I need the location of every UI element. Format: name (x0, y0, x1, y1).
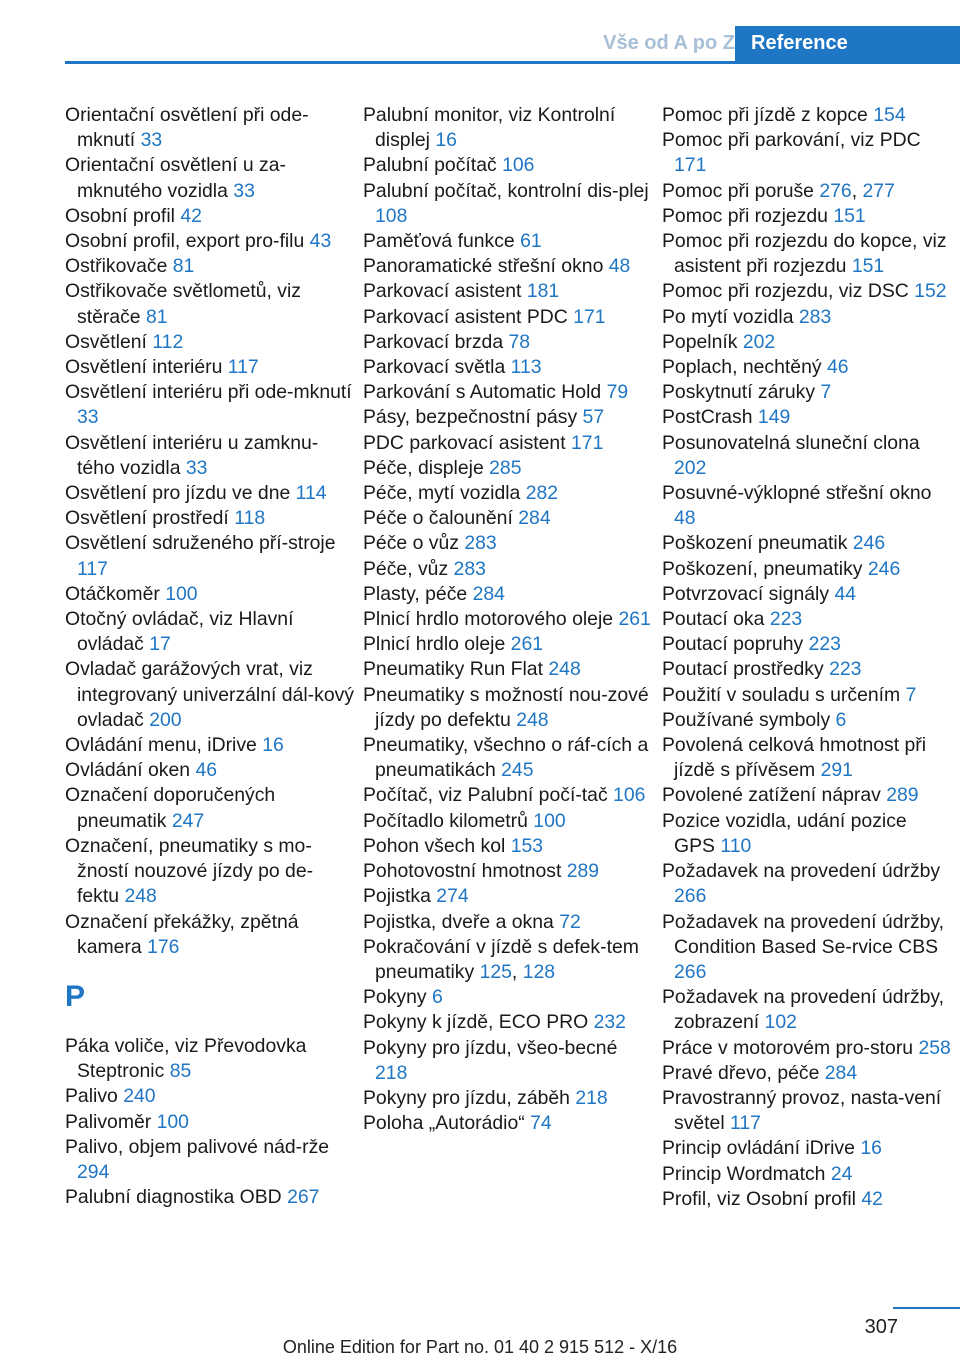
index-entry-text: Pomoc při jízdě z kopce (662, 104, 868, 126)
index-entry (662, 531, 952, 556)
index-entry-text: Poutací oka (662, 608, 765, 631)
index-entry-text: Poloha „Autorádio“ (363, 1112, 525, 1135)
index-entry-text: Péče, displeje (363, 456, 484, 479)
index-entry (65, 1135, 355, 1185)
index-entry (65, 330, 355, 355)
index-entry (363, 179, 653, 229)
index-entry (662, 708, 952, 733)
index-entry-text: Parkovací asistent PDC (363, 305, 568, 328)
page-link[interactable]: 284 (472, 582, 505, 605)
index-entry-text: Požadavek na provedení údržby, Condition Based Se-rvice CBS (662, 910, 945, 958)
page-link[interactable]: 110 (720, 834, 752, 857)
index-entry (662, 985, 952, 1035)
page-link[interactable]: 171 (674, 154, 707, 177)
page-link[interactable]: 246 (852, 532, 886, 555)
index-entry-text: Plasty, péče (363, 582, 468, 605)
page-link[interactable]: 72 (559, 910, 581, 933)
index-entry: Pokračování v jízdě s defek-tem pneumatiky 125, 128 (363, 935, 639, 983)
page-link[interactable]: 106 (613, 784, 646, 807)
index-entry (662, 607, 952, 632)
index-entry (662, 910, 952, 986)
index-entry-text: Požadavek na provedení údržby, zobrazení (662, 986, 945, 1034)
index-entry-text: Poškození pneumatik (662, 532, 848, 555)
index-entry-text: Palubní diagnostika OBD (65, 1186, 282, 1209)
index-entry (363, 557, 653, 582)
index-entry-text: Profil, viz Osobní profil (662, 1187, 856, 1210)
index-entry-text: Pravé dřevo, péče (662, 1061, 820, 1084)
index-entry-text: Požadavek na provedení údržby (662, 860, 941, 883)
index-entry (363, 330, 653, 355)
index-entry-text: Ovládání menu, iDrive (65, 734, 257, 757)
page-link[interactable]: 283 (798, 305, 832, 328)
index-entry (65, 733, 355, 758)
index-entry (65, 531, 355, 581)
index-entry-text: Ovládání oken (65, 759, 191, 782)
page-link[interactable]: 46 (195, 759, 218, 782)
edition-note: Online Edition for Part no. 01 40 2 915 512 - X/16 (282, 1337, 678, 1357)
page-link[interactable]: 125 (479, 960, 512, 983)
footer-rule (893, 1307, 960, 1309)
page-link[interactable]: 223 (769, 608, 803, 631)
page-link[interactable]: 16 (860, 1137, 882, 1160)
index-entry-text: Osvětlení prostředí (65, 507, 229, 530)
index-entry (65, 254, 355, 279)
index-entry (363, 859, 653, 884)
page-link[interactable]: 289 (566, 860, 600, 883)
page-link[interactable]: 16 (435, 129, 457, 152)
header-rule (65, 61, 960, 64)
index-entry-text: Péče o vůz (363, 532, 459, 555)
index-entry-text: Ovladač garážových vrat, viz integrovaný univerzální dál-kový ovladač (65, 658, 354, 731)
index-entry (363, 153, 653, 178)
index-entry (65, 279, 355, 329)
index-entry (363, 1036, 653, 1086)
index-entry (662, 1162, 952, 1187)
index-entry-text: Počítač, viz Palubní počí-tač (363, 784, 608, 807)
page-link[interactable]: 48 (608, 255, 631, 278)
index-entry-text: Poplach, nechtěný (662, 356, 822, 379)
index-entry-text: PDC parkovací asistent (363, 431, 566, 454)
index-entry-text: Osvětlení interiéru u zamknu-tého vozidla (65, 431, 319, 479)
index-entry (662, 557, 952, 582)
index-entry-text: Otočný ovládač, viz Hlavní ovládač (65, 608, 294, 656)
index-entry (65, 355, 355, 380)
page-link[interactable]: 149 (757, 406, 791, 429)
page-link[interactable]: 218 (375, 1061, 408, 1084)
index-entry-text: Pokračování v jízdě s defek-tem pneumatiky (363, 935, 639, 983)
index-entry-text: Pomoc při poruše (662, 179, 814, 202)
index-entry-text: Pokyny k jízdě, ECO PRO (363, 1011, 589, 1034)
page-link[interactable]: 6 (431, 986, 443, 1009)
index-entry (662, 657, 952, 682)
page-link[interactable]: 113 (510, 356, 542, 379)
page-link[interactable]: 284 (518, 507, 551, 530)
index-entry-text: Plnicí hrdlo oleje (363, 633, 506, 656)
index-entry (65, 506, 355, 531)
page-link[interactable]: 202 (674, 456, 707, 479)
index-entry (363, 380, 653, 405)
page-link[interactable]: 247 (171, 809, 205, 832)
index-entry-text: Počítadlo kilometrů (363, 809, 528, 832)
page-link[interactable]: 240 (123, 1085, 156, 1108)
col1-after-entries (65, 1034, 355, 1210)
index-entry (363, 809, 653, 834)
page-link[interactable]: 291 (820, 759, 853, 782)
index-entry-text: Pneumatiky s možností nou-zové jízdy po defektu (363, 683, 649, 731)
index-entry-text: Pojistka, dveře a okna (363, 910, 554, 933)
page-link[interactable]: 100 (156, 1110, 189, 1133)
index-entry: Pomoc při poruše 276, 277 (662, 179, 895, 202)
page-link[interactable]: 112 (152, 330, 184, 353)
index-entry (363, 783, 653, 808)
index-entry (65, 657, 355, 733)
index-entry (363, 1010, 653, 1035)
page-link[interactable]: 33 (140, 129, 163, 152)
page-link[interactable]: 200 (149, 708, 182, 731)
page-link[interactable]: 117 (730, 1112, 761, 1135)
index-entry-text: Poškození, pneumatiky (662, 557, 863, 580)
index-entry-text: Pneumatiky, všechno o ráf-cích a pneumatikách (363, 734, 649, 782)
page-link[interactable]: 6 (835, 708, 847, 731)
index-entry-text: Palubní počítač, kontrolní dis-plej (363, 179, 649, 202)
index-entry (662, 204, 952, 229)
index-entry (662, 431, 952, 481)
page-link[interactable]: 7 (905, 683, 917, 706)
page-link[interactable]: 7 (820, 381, 832, 404)
index-entry-text: Označení překážky, zpětná kamera (65, 910, 299, 958)
index-entry (662, 1061, 952, 1086)
index-entry (662, 229, 952, 279)
index-entry-text: Péče, mytí vozidla (363, 482, 521, 505)
page-link[interactable]: 202 (742, 330, 776, 353)
page-link[interactable]: 42 (861, 1187, 883, 1210)
index-entry-text: Označení doporučených pneumatik (65, 784, 276, 832)
index-entry (65, 103, 355, 153)
index-entry-text: Palivo, objem palivové nád-rže (65, 1135, 330, 1158)
index-entry-text: Po mytí vozidla (662, 305, 794, 328)
page-link[interactable]: 223 (829, 658, 862, 681)
index-entry (662, 481, 952, 531)
index-entry-text: Poutací prostředky (662, 658, 824, 681)
index-entry-text: Orientační osvětlení u za-mknutého vozidla (65, 154, 286, 202)
index-entry-text: Posuvné-výklopné střešní okno (662, 482, 932, 505)
page-link[interactable]: 33 (233, 179, 255, 202)
index-entry (363, 456, 653, 481)
index-entry (65, 431, 355, 481)
page-link[interactable]: 152 (914, 280, 947, 303)
page-link[interactable]: 248 (548, 658, 581, 681)
index-entry-text: Osvětlení sdruženého pří-stroje (65, 532, 336, 555)
index-entry (363, 1111, 653, 1136)
page-link[interactable]: 24 (830, 1162, 853, 1185)
page-link[interactable]: 284 (824, 1061, 858, 1084)
page-link[interactable]: 176 (147, 935, 180, 958)
index-entry-text: Povolená celková hmotnost při jízdě s přívěsem (662, 734, 927, 782)
index-entry (363, 657, 653, 682)
index-entry-text: Princip ovládání iDrive (662, 1137, 855, 1160)
page-link[interactable]: 102 (764, 1011, 797, 1034)
page-link[interactable]: 245 (501, 759, 534, 782)
page-link[interactable]: 48 (674, 507, 696, 530)
index-entry (662, 632, 952, 657)
index-entry (662, 1036, 952, 1061)
index-entry (363, 229, 653, 254)
index-entry (363, 355, 653, 380)
index-entry-text: Poskytnutí záruky (662, 381, 816, 404)
index-entry (363, 632, 653, 657)
index-entry-text: Práce v motorovém pro-storu (662, 1036, 914, 1059)
page-link[interactable]: 283 (464, 532, 497, 555)
page-link[interactable]: 285 (489, 456, 522, 479)
page-link[interactable]: 44 (834, 582, 857, 605)
page-link[interactable]: 267 (287, 1186, 320, 1209)
index-entry-text: Pojistka (363, 885, 431, 908)
index-entry (662, 859, 952, 909)
index-entry-text: Používané symboly (662, 708, 831, 731)
index-entry-text: Pravostranný provoz, nasta-vení světel (662, 1086, 942, 1135)
index-entry-text: Pomoc při parkování, viz PDC (662, 129, 921, 152)
index-column-2 (363, 103, 653, 1136)
page-link[interactable]: 261 (618, 608, 651, 631)
page-link[interactable]: 232 (593, 1011, 626, 1034)
index-entry (363, 506, 653, 531)
index-entry-text: Osvětlení interiéru (65, 356, 223, 379)
index-entry (363, 305, 653, 330)
index-entry-text: Osobní profil (65, 204, 175, 227)
page-link[interactable]: 74 (530, 1112, 552, 1135)
index-entry (363, 103, 653, 153)
index-entry (363, 733, 653, 783)
index-entry-text: Ostřikovače (65, 255, 168, 278)
index-entry-text: Panoramatické střešní okno (363, 255, 604, 278)
page-link[interactable]: 85 (169, 1060, 192, 1083)
page-link[interactable]: 17 (149, 633, 171, 656)
page-link[interactable]: 246 (867, 557, 901, 580)
index-entry-text: Paměťová funkce (363, 230, 515, 253)
page-link[interactable]: 266 (674, 960, 707, 983)
page-link[interactable]: 151 (851, 255, 885, 278)
page-link[interactable]: 154 (873, 104, 906, 126)
page-link[interactable]: 171 (573, 305, 606, 328)
page-link[interactable]: 171 (571, 431, 604, 454)
header-tab-reference: Reference (735, 26, 960, 61)
index-entry-text: Osobní profil, export pro-filu (65, 230, 305, 253)
index-entry-text: Palubní počítač (363, 154, 497, 177)
index-entry-text: Pokyny pro jízdu, záběh (363, 1086, 570, 1109)
index-entry (363, 405, 653, 430)
index-entry-text: Pneumatiky Run Flat (363, 658, 543, 681)
page-link[interactable]: 108 (375, 204, 408, 227)
page-link[interactable]: 117 (227, 356, 259, 379)
index-entry (662, 1086, 952, 1136)
index-entry-text: Pásy, bezpečnostní pásy (363, 406, 578, 429)
index-entry (662, 1136, 952, 1161)
index-entry-text: Páka voliče, viz Převodovka Steptronic (65, 1034, 307, 1083)
page-link[interactable]: 289 (886, 784, 919, 807)
page-link[interactable]: 294 (77, 1160, 110, 1183)
section-letter: P (65, 979, 86, 1013)
index-entry (662, 279, 952, 304)
index-entry (363, 582, 653, 607)
index-entry-text: Palubní monitor, viz Kontrolní displej (363, 104, 616, 152)
index-entry-text: Princip Wordmatch (662, 1162, 826, 1185)
page-link[interactable]: 258 (918, 1036, 951, 1059)
index-entry (363, 279, 653, 304)
index-column-3 (662, 103, 952, 1212)
index-entry-text: Použití v souladu s určením (662, 683, 901, 706)
index-entry-text: Pomoc při rozjezdu, viz DSC (662, 280, 909, 303)
page-link[interactable]: 151 (833, 204, 866, 227)
index-entry (65, 229, 355, 254)
index-entry-text: Osvětlení interiéru při ode-mknutí (65, 381, 352, 404)
index-entry-text: Pohotovostní hmotnost (363, 860, 562, 883)
index-entry (65, 607, 355, 657)
page-link[interactable]: 42 (180, 204, 202, 227)
index-entry (65, 1034, 355, 1084)
page-link[interactable]: 79 (606, 381, 629, 404)
index-entry-text: Parkovací světla (363, 356, 506, 379)
index-entry (363, 607, 653, 632)
index-entry-text: Parkovací asistent (363, 280, 522, 303)
page-link[interactable]: 223 (808, 633, 841, 656)
page-link[interactable]: 106 (502, 154, 535, 177)
index-entry-text: Pokyny pro jízdu, všeo-becné (363, 1036, 618, 1059)
page-link[interactable]: 100 (165, 582, 198, 605)
index-entry (662, 1187, 952, 1212)
index-entry-text: Palivoměr (65, 1110, 152, 1133)
index-entry-text: PostCrash (662, 406, 753, 429)
index-entry-text: Palivo (65, 1085, 118, 1108)
index-entry (65, 1084, 355, 1109)
index-entry-text: Posunovatelná sluneční clona (662, 431, 920, 454)
index-entry-text: Péče o čalounění (363, 507, 513, 530)
page-link[interactable]: 81 (145, 305, 168, 328)
page-number: 307 (864, 1316, 898, 1338)
index-entry (662, 355, 952, 380)
page-link[interactable]: 218 (575, 1086, 608, 1109)
page-link[interactable]: 100 (533, 809, 566, 832)
index-entry (662, 103, 952, 128)
index-entry (662, 809, 952, 859)
index-entry (363, 431, 653, 456)
index-entry (662, 405, 952, 430)
index-entry (662, 305, 952, 330)
index-column-1 (65, 103, 355, 1210)
index-entry-text: Péče, vůz (363, 557, 449, 580)
page-link[interactable]: 46 (826, 356, 849, 379)
page-link[interactable]: 282 (525, 482, 559, 505)
page-link[interactable]: 261 (510, 633, 544, 656)
index-entry (65, 783, 355, 833)
index-entry-text: Pohon všech kol (363, 834, 506, 857)
index-entry (65, 758, 355, 783)
index-entry (662, 733, 952, 783)
index-entry (363, 531, 653, 556)
page-link[interactable]: 78 (508, 330, 531, 353)
index-entry (65, 1185, 355, 1210)
index-entry (363, 834, 653, 859)
page-link[interactable]: 81 (172, 255, 195, 278)
index-entry-text: Parkovací brzda (363, 330, 504, 353)
index-entry-text: Osvětlení (65, 330, 147, 353)
page-link[interactable]: 181 (526, 280, 560, 303)
col1-entries (65, 103, 355, 960)
index-entry (363, 683, 653, 733)
index-entry (65, 910, 355, 960)
index-entry (662, 783, 952, 808)
page-link[interactable]: 118 (234, 507, 266, 530)
index-entry (65, 1110, 355, 1135)
page-link[interactable]: 114 (295, 482, 327, 505)
index-entry (65, 834, 355, 910)
page-link[interactable]: 33 (185, 456, 208, 479)
index-entry-text: Otáčkoměr (65, 582, 160, 605)
index-entry-text: Popelník (662, 330, 738, 353)
index-entry-text: Pomoc při rozjezdu (662, 204, 828, 227)
header-section-title: Vše od A po Z (603, 32, 735, 54)
page-link[interactable]: 248 (124, 885, 157, 908)
index-entry-text: Pomoc při rozjezdu do kopce, viz asistent při rozjezdu (662, 230, 947, 278)
index-entry (65, 204, 355, 229)
index-entry (363, 910, 653, 935)
index-entry (662, 582, 952, 607)
index-entry (662, 683, 952, 708)
index-entry (65, 153, 355, 203)
page-link[interactable]: 276 (819, 179, 852, 202)
index-entry-text: Poutací popruhy (662, 633, 804, 656)
page-link[interactable]: 16 (262, 734, 284, 757)
page-link[interactable]: 117 (77, 557, 108, 580)
page-link[interactable]: 43 (309, 230, 332, 253)
page-link[interactable]: 277 (862, 179, 895, 202)
index-entry-text: Povolené zatížení náprav (662, 784, 881, 807)
index-entry (363, 985, 653, 1010)
page-link[interactable]: 283 (453, 557, 486, 580)
index-entry (662, 330, 952, 355)
index-entry (662, 380, 952, 405)
index-entry-text: Potvrzovací signály (662, 582, 830, 605)
index-entry-text: Parkování s Automatic Hold (363, 381, 602, 404)
index-entry (363, 254, 653, 279)
page-link[interactable]: 128 (522, 960, 556, 983)
index-entry-text: Orientační osvětlení při ode-mknutí (65, 104, 309, 152)
page-link[interactable]: 61 (520, 230, 542, 253)
page-link[interactable]: 33 (77, 406, 99, 429)
index-entry (363, 481, 653, 506)
index-entry-text: Pokyny (363, 986, 427, 1009)
index-entry (65, 582, 355, 607)
index-entry-text: Pozice vozidla, udání pozice GPS (662, 809, 907, 857)
index-entry-text: Osvětlení pro jízdu ve dne (65, 482, 291, 505)
index-entry-text: Plnicí hrdlo motorového oleje (363, 608, 614, 631)
index-entry-text: Označení, pneumatiky s mo-žností nouzové jízdy po de-fektu (65, 834, 314, 908)
index-entry (363, 884, 653, 909)
page-link[interactable]: 57 (582, 406, 605, 429)
page-link[interactable]: 153 (510, 834, 544, 857)
page-link[interactable]: 274 (436, 885, 469, 908)
index-entry (363, 1086, 653, 1111)
page-link[interactable]: 266 (674, 885, 707, 908)
index-entry (662, 128, 952, 178)
index-entry-text: Ostřikovače světlometů, viz stěrače (65, 280, 301, 328)
index-entry (65, 481, 355, 506)
page-link[interactable]: 248 (516, 708, 549, 731)
index-entry (65, 380, 355, 430)
